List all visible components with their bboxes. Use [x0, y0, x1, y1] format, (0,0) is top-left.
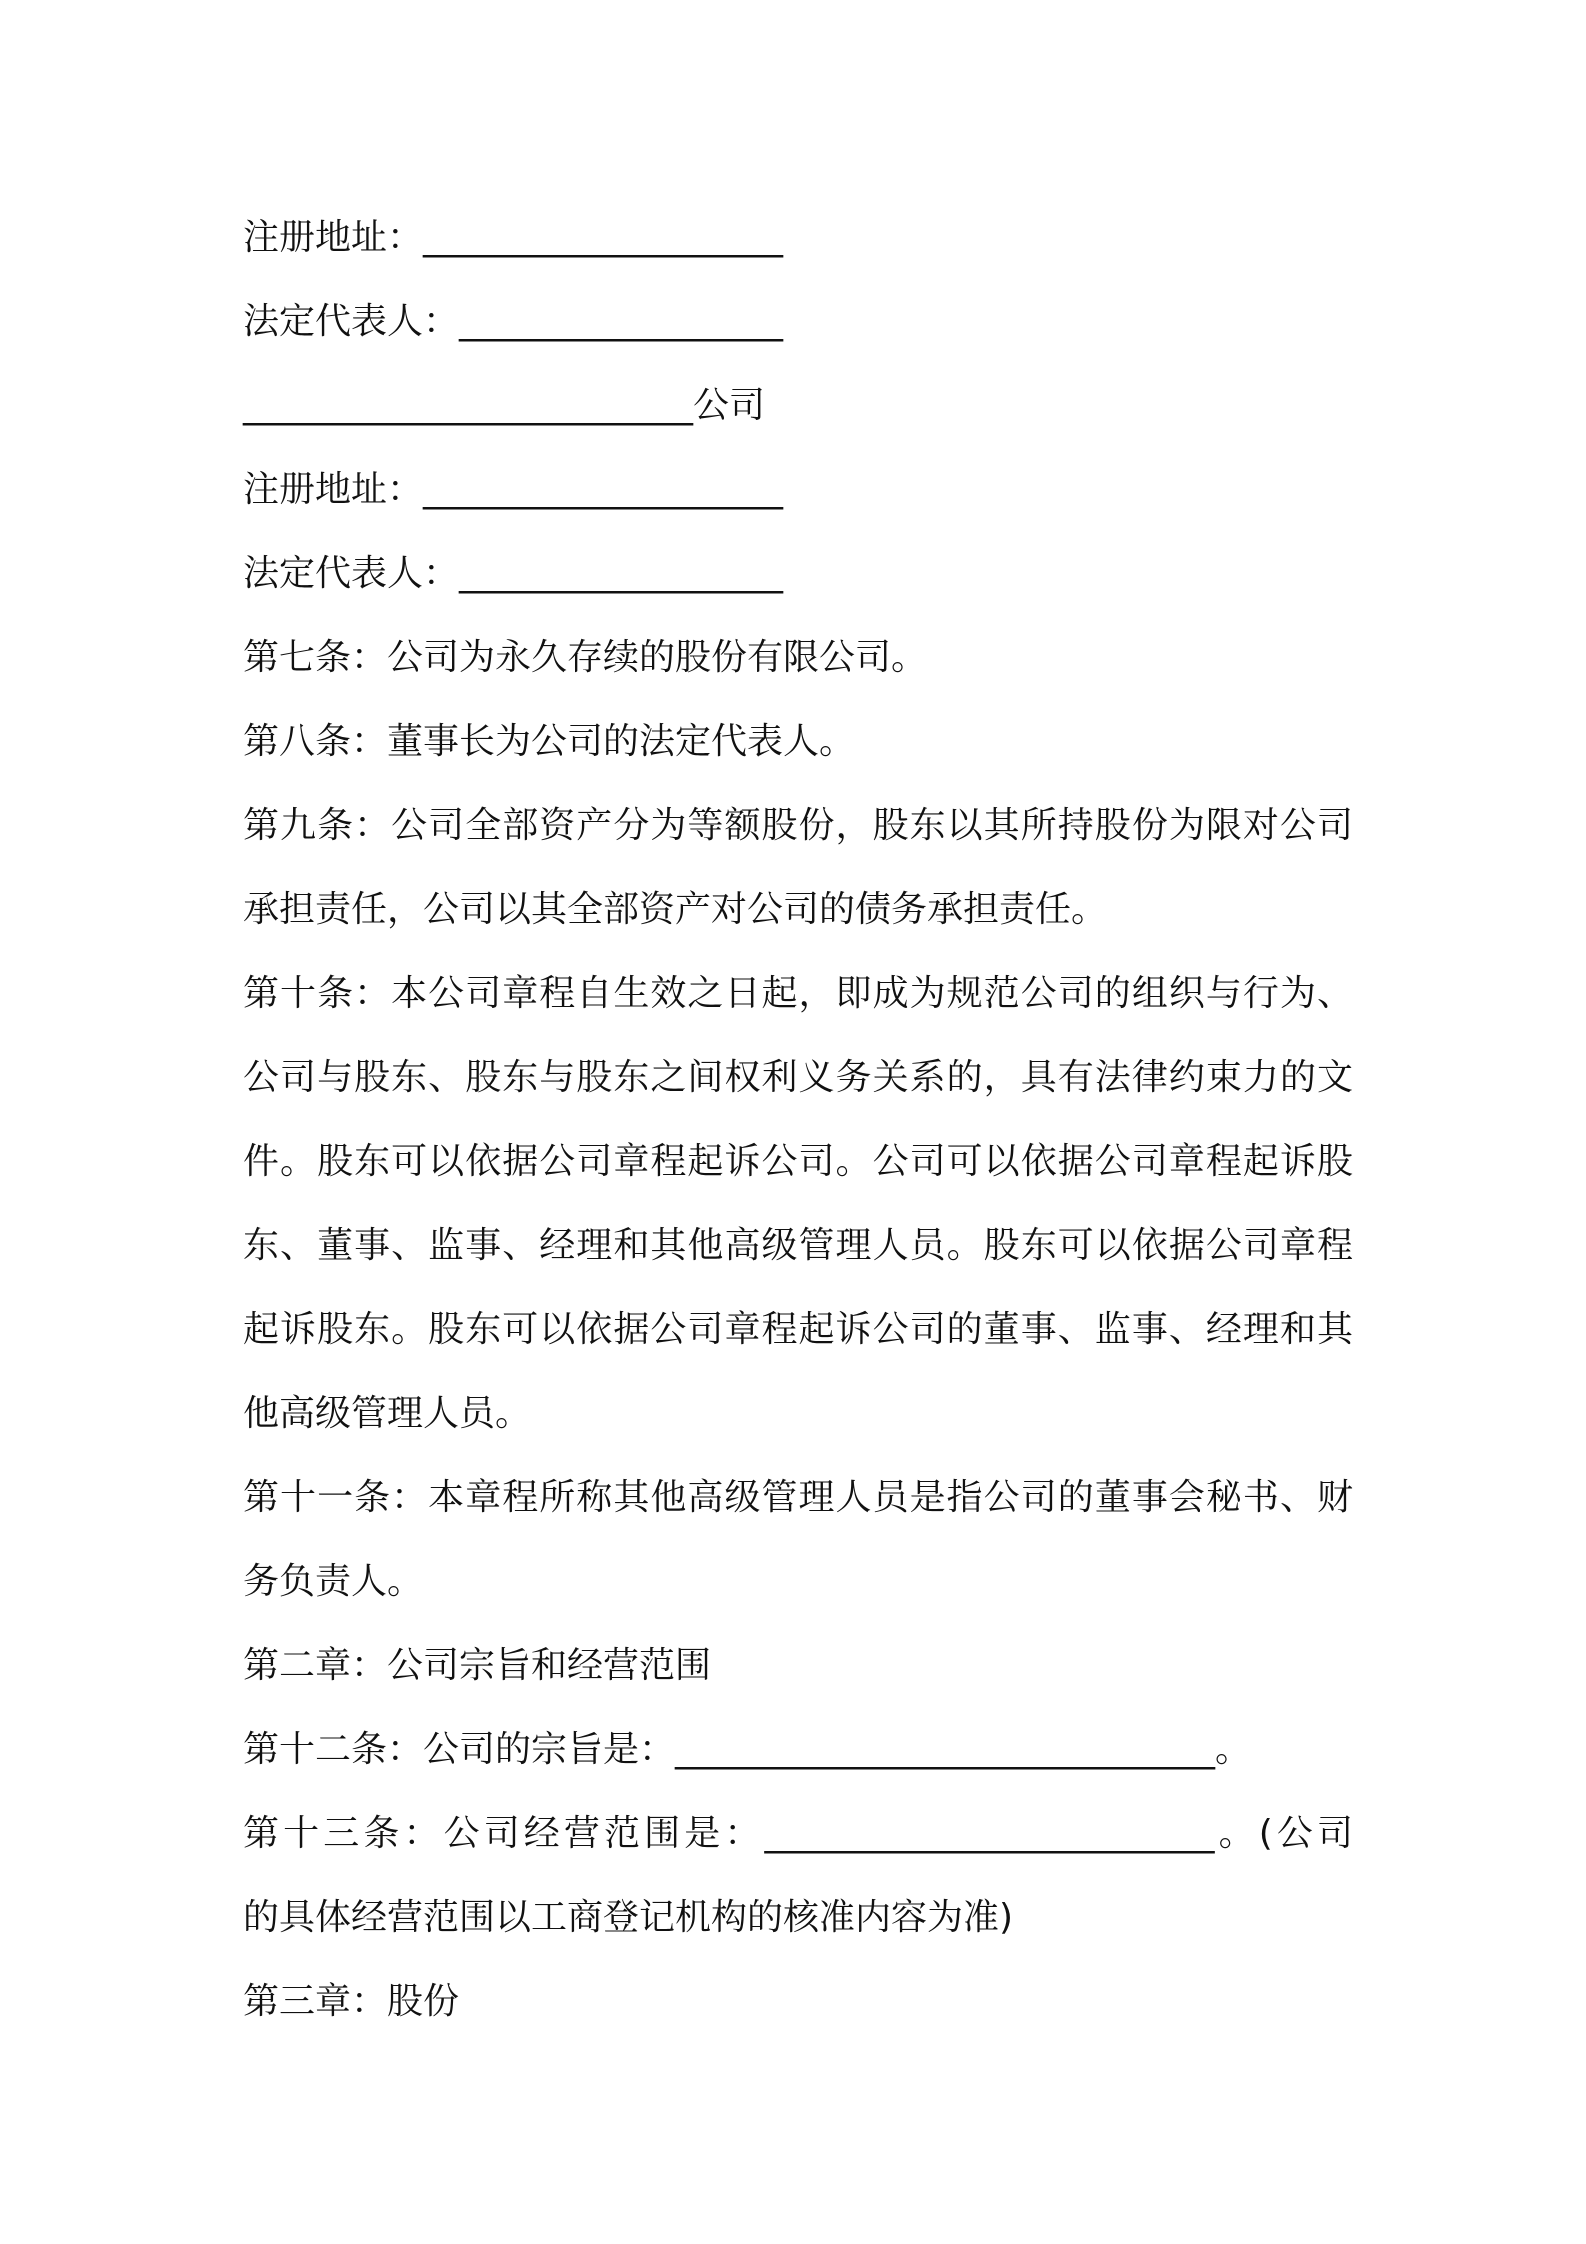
- article-7: 第七条：公司为永久存续的股份有限公司。: [243, 637, 928, 678]
- article-11-line-2: 务负责人。: [243, 1561, 424, 1602]
- article-10-line-1: 第十条：本公司章程自生效之日起，即成为规范公司的组织与行为、: [243, 973, 1353, 1014]
- legal-representative-line-1: 法定代表人：__________________: [243, 301, 784, 342]
- article-13-line-1: 第十三条：公司经营范围是：_________________________。(公司: [243, 1813, 1353, 1854]
- article-8: 第八条：董事长为公司的法定代表人。: [243, 721, 856, 762]
- registered-address-line-1: 注册地址：____________________: [243, 217, 784, 258]
- article-10-line-6: 他高级管理人员。: [243, 1393, 532, 1434]
- article-9-line-2: 承担责任，公司以其全部资产对公司的债务承担责任。: [243, 889, 1108, 930]
- article-11-line-1: 第十一条：本章程所称其他高级管理人员是指公司的董事会秘书、财: [243, 1477, 1353, 1518]
- article-10-line-2: 公司与股东、股东与股东之间权利义务关系的，具有法律约束力的文: [243, 1057, 1353, 1098]
- article-10-line-3: 件。股东可以依据公司章程起诉公司。公司可以依据公司章程起诉股: [243, 1141, 1353, 1182]
- article-13: [243, 1792, 1353, 1960]
- article-9-line-1: 第九条：公司全部资产分为等额股份，股东以其所持股份为限对公司: [243, 805, 1353, 846]
- company-name-blank-line: _________________________公司: [243, 385, 765, 426]
- article-13-line-2: 的具体经营范围以工商登记机构的核准内容为准): [243, 1897, 1014, 1938]
- legal-representative-line-2: 法定代表人：__________________: [243, 553, 784, 594]
- article-10: [243, 952, 1353, 1456]
- article-11: [243, 1456, 1353, 1624]
- article-10-line-5: 起诉股东。股东可以依据公司章程起诉公司的董事、监事、经理和其: [243, 1309, 1353, 1350]
- article-10-line-4: 东、董事、监事、经理和其他高级管理人员。股东可以依据公司章程: [243, 1225, 1353, 1266]
- chapter-3-heading: 第三章：股份: [243, 1981, 460, 2022]
- document-page: [243, 196, 1353, 2044]
- article-12: 第十二条：公司的宗旨是：______________________________。: [243, 1729, 1252, 1770]
- article-9: [243, 784, 1353, 952]
- chapter-2-heading: 第二章：公司宗旨和经营范围: [243, 1645, 712, 1686]
- registered-address-line-2: 注册地址：____________________: [243, 469, 784, 510]
